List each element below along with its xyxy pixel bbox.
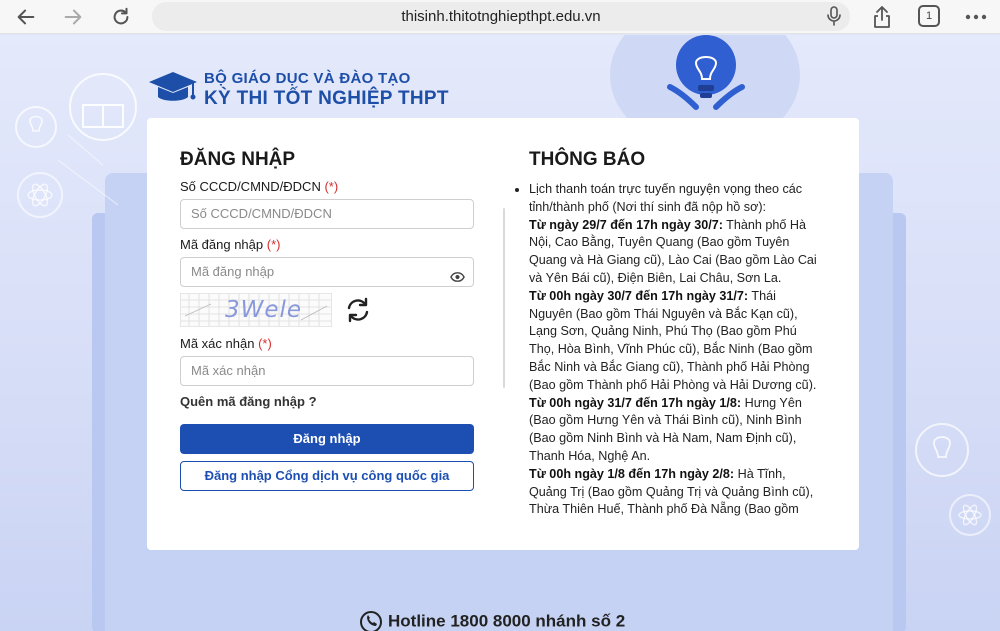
share-icon [871, 5, 893, 29]
reload-icon [110, 6, 132, 28]
address-bar[interactable] [152, 2, 850, 31]
login-button[interactable]: Đăng nhập [180, 424, 474, 454]
required-mark: (*) [324, 179, 339, 194]
captcha-text: 3Wele [225, 297, 303, 323]
tab-count-button[interactable]: 1 [918, 5, 940, 27]
ministry-title: BỘ GIÁO DỤC VÀ ĐÀO TẠO [204, 70, 411, 87]
open-book-icon [8, 65, 138, 265]
captcha-label: Mã xác nhận (*) [180, 336, 272, 351]
notice-item: • Lịch thanh toán trực tuyến nguyện vọng theo các tỉnh/thành phố (Nơi thí sinh đã nộp hồ sơ): Từ ngày 29/7 đến 17h ngày 30/7: Thành phố Hà Nội, Cao Bằng, Tuyên Quang (Bao gồm Tuyên Quang và Hà Giang cũ), Lào Cai (Bao gồm Lào Cai và Yên Bái cũ), Điện Biên, Lai Châu, Sơn La. Từ 00h ngày 30/7 đến 17h ngày 31/7: Thái Nguyên (Bao gồm Thái Nguyên và Bắc Kạn cũ), Lạng Sơn, Quảng Ninh, Phú Thọ (Bao gồm Phú Thọ, Hòa Bình, Vĩnh Phúc cũ), Bắc Ninh (Bao gồm Bắc Ninh và Bắc Giang cũ), Thành phố Hải Phòng (Bao gồm Thành phố Hải Phòng và Hải Dương cũ). Từ 00h ngày 31/7 đến 17h ngày 1/8: Hưng Yên (Bao gồm Hưng Yên và Thái Bình cũ), Ninh Bình (Bao gồm Ninh Bình và Hà Nam, Nam Định cũ), Thanh Hóa, Nghệ An. Từ 00h ngày 1/8 đến 17h ngày 2/8: Hà Tĩnh, Quảng Trị (Bao gồm Quảng Trị và Quảng Bình cũ), Thừa Thiên Huế, Thành phố Đà Nẵng (Bao gồm [529, 181, 820, 519]
notice-content[interactable] [515, 181, 820, 519]
id-input[interactable]: Số CCCD/CMND/ĐDCN [180, 199, 474, 229]
more-menu-button[interactable] [962, 3, 990, 31]
share-button[interactable] [868, 3, 896, 31]
arrow-right-icon [62, 6, 84, 28]
code-label: Mã đăng nhập (*) [180, 237, 281, 252]
refresh-icon [344, 297, 372, 323]
captcha-image [180, 293, 332, 327]
hotline[interactable]: Hotline 1800 8000 nhánh số 2 [360, 611, 625, 631]
national-portal-login-button[interactable]: Đăng nhập Cổng dịch vụ công quốc gia [180, 461, 474, 491]
scroll-divider[interactable] [503, 208, 505, 388]
login-code-input[interactable]: Mã đăng nhập [180, 257, 474, 287]
exam-title: KỲ THI TỐT NGHIỆP THPT [204, 88, 449, 109]
forward-button[interactable] [59, 3, 87, 31]
eye-icon [450, 271, 465, 283]
more-icon [965, 13, 987, 21]
arrow-left-icon [15, 6, 37, 28]
login-title: ĐĂNG NHẬP [180, 149, 296, 170]
captcha-input[interactable]: Mã xác nhận [180, 356, 474, 386]
required-mark: (*) [266, 237, 281, 252]
microphone-icon [826, 6, 842, 26]
notice-title: THÔNG BÁO [529, 149, 646, 170]
reload-button[interactable] [107, 3, 135, 31]
id-label: Số CCCD/CMND/ĐDCN (*) [180, 179, 339, 194]
microphone-button[interactable] [826, 6, 842, 31]
required-mark: (*) [258, 336, 272, 351]
refresh-captcha-button[interactable] [344, 297, 372, 328]
phone-icon [360, 611, 382, 631]
url-text: thisinh.thitotnghiepthpt.edu.vn [401, 8, 601, 25]
browser-toolbar [0, 0, 1000, 34]
back-button[interactable] [12, 3, 40, 31]
forgot-code-link[interactable]: Quên mã đăng nhập ? [180, 394, 317, 409]
atom-icon [900, 375, 1000, 575]
show-password-button[interactable] [450, 265, 465, 293]
graduation-cap-icon [147, 68, 199, 108]
